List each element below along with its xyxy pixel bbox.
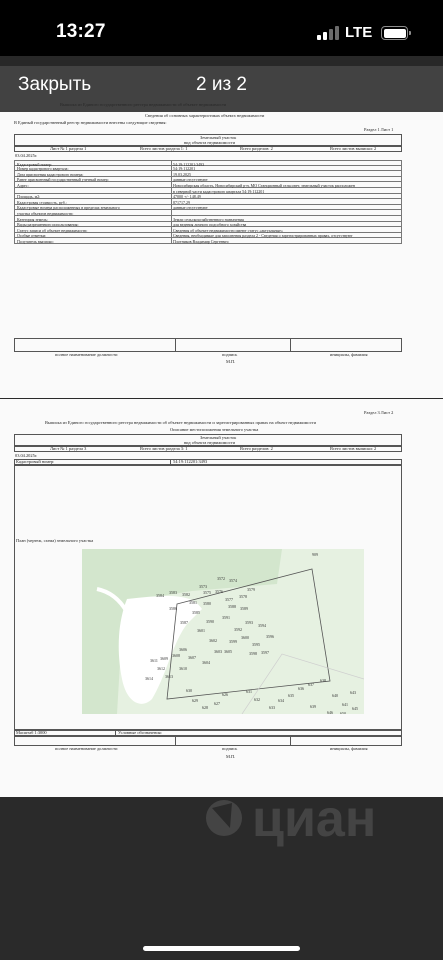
status-bar [0,0,443,56]
boundary-point-label: 3581 [189,600,197,605]
svg-text:циан: циан [252,790,377,848]
boundary-point-label: 3606 [179,647,187,652]
boundary-point-label: 3614 [145,676,153,681]
boundary-point-label: 3593 [245,620,253,625]
boundary-point-label: 3584 [156,593,164,598]
row-label: участка объектов недвижимости: [17,210,74,216]
boundary-point-label: 640 [332,693,338,698]
page-counter: 2 из 2 [195,74,248,95]
boundary-point-label: 3585 [192,610,200,615]
sheet-header-cell: Всего листов раздела 1: 1 [140,146,188,151]
row-label: Категория земель: [17,216,48,222]
row-value: 47000 +/- 148.49 [173,194,201,200]
sheet-header-cell: Всего листов раздела 3: 1 [140,446,188,451]
boundary-point-label: 635 [288,693,294,698]
cadastral-label: Кадастровый номер: [16,459,55,464]
home-indicator[interactable] [143,946,300,951]
boundary-point-label: 3589 [240,606,248,611]
document-page-2[interactable] [0,399,443,797]
boundary-point-label: 3609 [160,656,168,661]
stamp-label: М.П. [226,359,236,364]
row-label: Ранее присвоенный государственный учетный номер: [17,177,109,183]
boundary-point-label: 3578 [239,594,247,599]
row-label: Кадастровые номера расположенных в пределах земельного [17,205,120,211]
boundary-point-label: 629 [192,698,198,703]
sheet-header-cell: Всего листов выписки: 2 [330,146,377,151]
boundary-point-label: 3602 [209,638,217,643]
signature-caption: подпись [222,746,238,751]
page1-section-label: Раздел 1 Лист 1 [364,127,394,132]
boundary-point-label: 3594 [258,623,266,628]
signature-caption: инициалы, фамилия [330,352,368,357]
land-plot-drawing [82,549,364,714]
scale-label: Масштаб 1:3000 [16,730,47,735]
page1-subtitle: Сведения об основных характеристиках объекта недвижимости [145,113,265,118]
boundary-point-label: 909 [312,552,318,557]
row-value: данные отсутствуют [173,205,208,211]
boundary-point-label: 646 [327,710,333,714]
row-label: Площадь, м2: [17,194,41,200]
boundary-point-label: 3612 [157,666,165,671]
cian-watermark-logo [202,748,412,878]
page2-subtitle: Описание местоположения земельного участка [170,427,259,432]
boundary-point-label: 3600 [241,635,249,640]
land-plot-map[interactable] [82,549,364,714]
boundary-point-label: 634 [278,698,284,703]
page2-section-label: Раздел 3 Лист 2 [364,410,394,415]
row-value: Новосибирская область, Новосибирский р-н, МО Станционный сельсовет, земельный участок расположен [173,182,355,188]
boundary-point-label: 3607 [188,655,196,660]
boundary-point-label: 3613 [165,674,173,679]
boundary-point-label: 627 [214,701,220,706]
boundary-point-label: 3601 [197,628,205,633]
row-value: Плотников Владимир Сергеевич [173,238,229,244]
signature-caption: полное наименование должности [55,352,118,357]
row-value: 54:19:112201 [173,166,196,172]
boundary-point-label: 3595 [252,642,260,647]
row-value: Земли сельскохозяйственного назначения [173,216,244,222]
page1-intro: В Единый государственный реестр недвижимости внесены следующие сведения: [14,120,167,125]
boundary-point-label: 639 [310,704,316,709]
boundary-point-label: 3610 [179,666,187,671]
sheet-header-cell: Лист № 1 раздела 3 [50,446,87,451]
row-value: для ведения личного подсобного хозяйства [173,222,247,228]
page2-object-name: Земельный участок [200,435,237,440]
boundary-point-label: 3604 [202,660,210,665]
boundary-point-label: 636 [298,686,304,691]
boundary-point-label: 3605 [224,649,232,654]
signature-box [14,736,402,746]
cellular-signal-icon [317,26,339,40]
page1-object-name: Земельный участок [200,135,237,140]
boundary-point-label: 3574 [229,578,237,583]
boundary-point-label: 3583 [169,590,177,595]
sheet-header-cell: Всего разделов: 2 [240,446,273,451]
boundary-point-label: 3572 [217,576,225,581]
row-label: Номер кадастрового квартала: [17,166,69,172]
page2-title: Выписка из Единого государственного реестра недвижимости об объекте недвижимости и зарегистрированных правах на объект недвижимости [45,420,316,425]
row-label: Статус записи об объекте недвижимости: [17,227,88,233]
page1-object-kind-caption: вид объекта недвижимости [184,140,235,145]
boundary-point-label: 628 [202,705,208,710]
sheet-header-cell: Всего разделов: 2 [240,146,273,151]
boundary-point-label: 650 [340,711,346,714]
network-type-label: LTE [345,24,373,41]
row-value: данные отсутствуют [173,177,208,183]
row-value: Сведения об объекте недвижимости имеют статус «актуальные» [173,227,283,233]
boundary-point-label: 3603 [214,649,222,654]
signature-caption: полное наименование должности [55,746,118,751]
document-page-1[interactable] [0,66,443,398]
sheet-header-cell: Всего листов выписки: 2 [330,446,377,451]
boundary-point-label: 3596 [266,634,274,639]
row-label: Адрес: [17,182,29,188]
row-label: Кадастровый номер: [17,161,52,167]
sheet-header-cell: Лист № 1 раздела 1 [50,146,87,151]
boundary-point-label: 638 [320,678,326,683]
boundary-point-label: 3598 [249,651,257,656]
boundary-point-label: 641 [342,702,348,707]
boundary-point-label: 643 [350,690,356,695]
boundary-point-label: 3588 [228,604,236,609]
boundary-point-label: 3587 [180,620,188,625]
boundary-point-label: 637 [308,682,314,687]
boundary-point-label: 645 [352,706,358,711]
boundary-point-label: 3577 [225,597,233,602]
boundary-point-label: 3592 [234,627,242,632]
boundary-point-label: 3591 [222,615,230,620]
boundary-point-label: 3575 [203,590,211,595]
boundary-point-label: 630 [186,688,192,693]
row-value: 871717.29 [173,199,190,205]
row-label: Получатель выписки: [17,238,54,244]
page1-date: 03.04.2025г. [15,153,38,158]
page2-date: 03.04.2025г. [15,453,38,458]
plan-caption: План (чертеж, схема) земельного участка [16,538,94,543]
viewer-header [0,56,443,112]
row-label: Особые отметки: [17,233,47,239]
signature-caption: инициалы, фамилия [330,746,368,751]
row-label: Дата присвоения кадастрового номера: [17,171,84,177]
boundary-point-label: 3599 [229,639,237,644]
table-row [14,238,402,244]
boundary-point-label: 3608 [172,653,180,658]
status-time: 13:27 [56,21,106,42]
row-value: 54:19:112201:3493 [173,161,205,167]
legend-caption: Условные обозначения: [118,730,162,735]
boundary-point-label: 633 [269,705,275,710]
boundary-point-label: 3576 [215,589,223,594]
boundary-point-label: 3573 [199,584,207,589]
boundary-point-label: 3611 [150,658,158,663]
boundary-point-label: 631 [246,689,252,694]
row-value: 19.03.2025 [173,171,191,177]
close-button[interactable]: Закрыть [18,74,92,95]
row-label: Кадастровая стоимость, руб.: [17,199,67,205]
boundary-point-label: 3597 [261,650,269,655]
boundary-point-label: 3579 [247,587,255,592]
boundary-point-label: 626 [222,692,228,697]
boundary-point-label: 3580 [203,601,211,606]
row-value: в северной части кадастрового квартала 54:19:112201 [173,188,265,194]
row-value: Сведения, необходимые для заполнения раздела 2 - Сведения о зарегистрированных правах, отсутствуют [173,233,353,239]
battery-icon [381,26,408,40]
row-label: Виды разрешенного использования: [17,222,79,228]
page2-object-kind-caption: вид объекта недвижимости [184,440,235,445]
stamp-label: М.П. [226,754,236,759]
cadastral-value: 54:19:112201:3493 [173,459,208,464]
signature-caption: подпись [222,352,238,357]
boundary-point-label: 632 [254,697,260,702]
boundary-point-label: 3586 [169,606,177,611]
signature-box [14,338,402,352]
boundary-point-label: 3582 [182,592,190,597]
boundary-point-label: 3590 [206,619,214,624]
